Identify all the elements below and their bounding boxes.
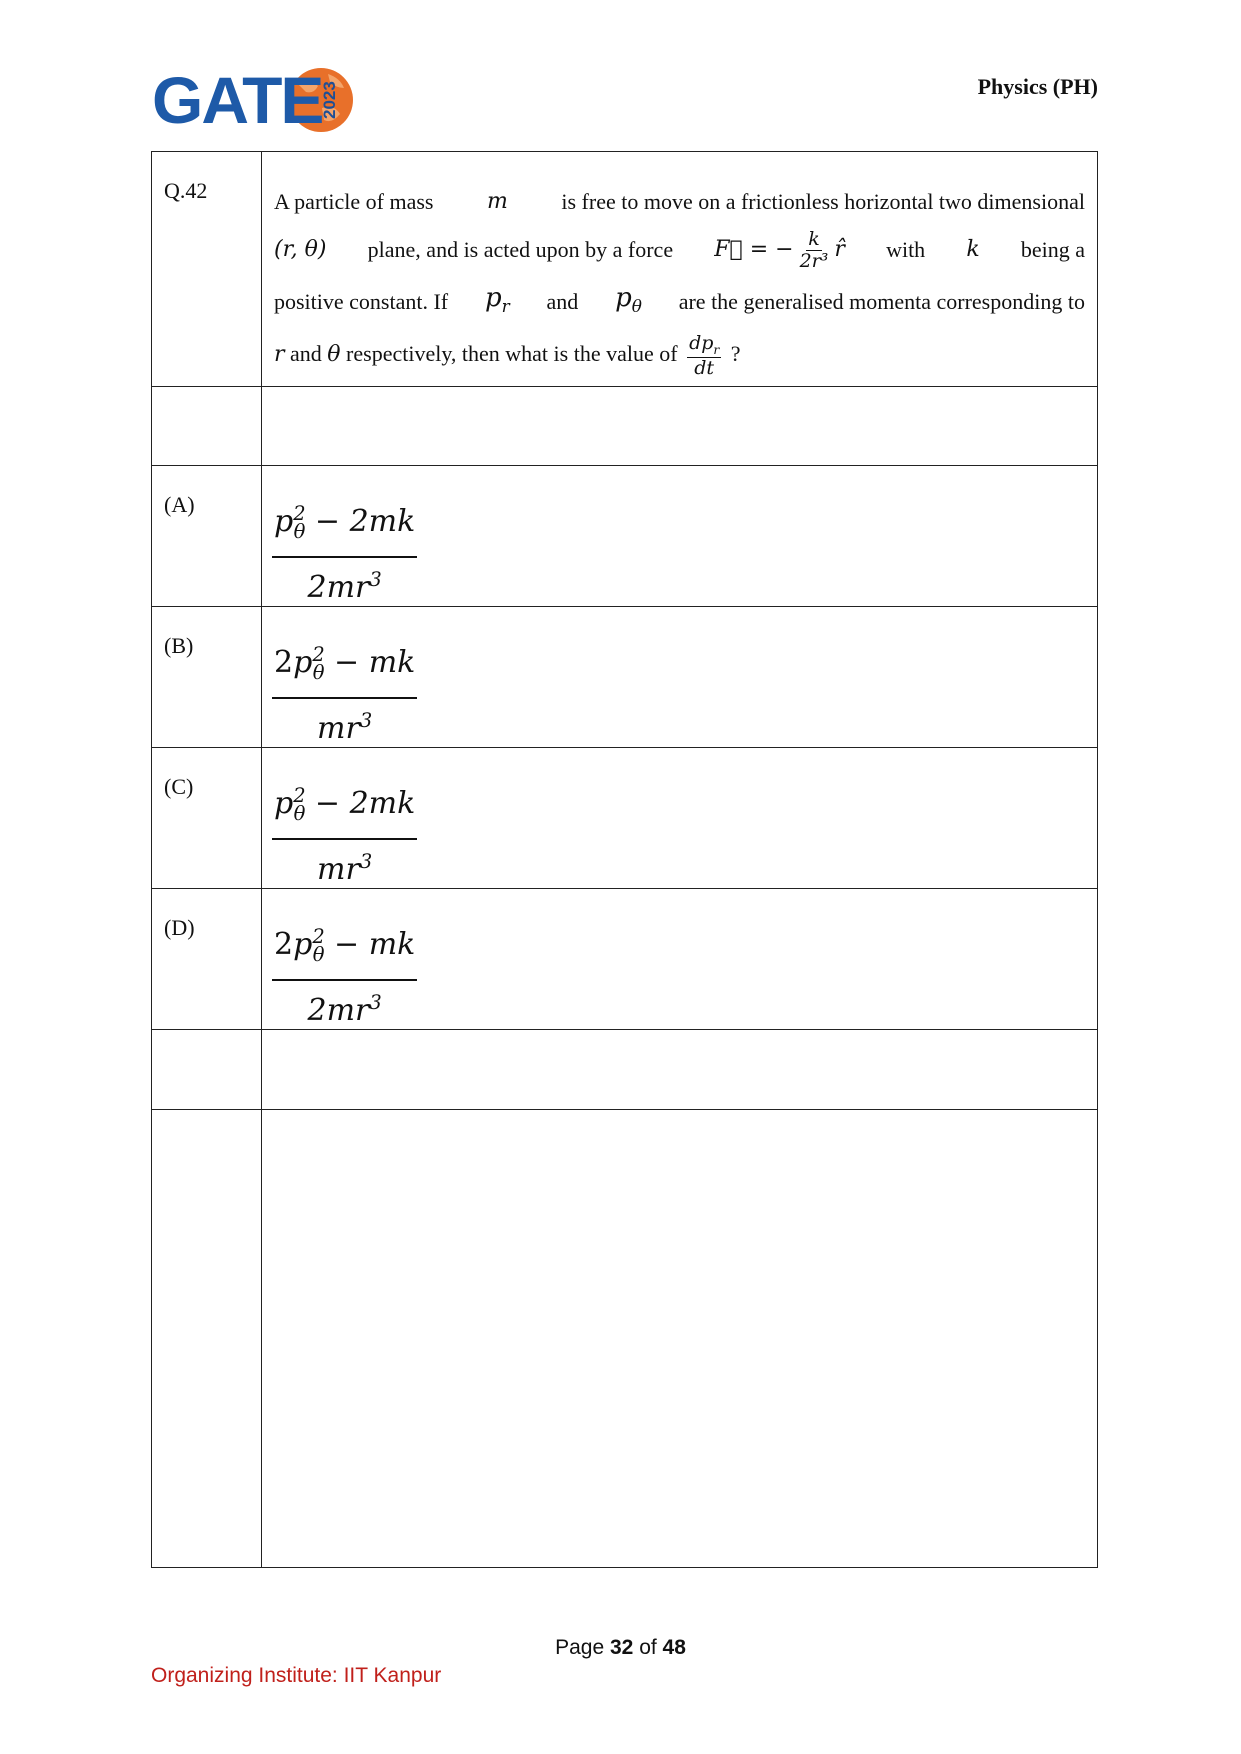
derivative-numerator <box>687 333 721 358</box>
var-pr-base: p <box>484 283 502 313</box>
option-a-fraction <box>272 494 417 606</box>
option-b-fraction <box>272 635 417 747</box>
question-fragment: positive constant. If <box>274 289 449 315</box>
force-denominator: 2r³ <box>799 249 829 272</box>
p-base: p <box>274 786 294 821</box>
coef: 2 <box>274 927 294 962</box>
force-fraction <box>798 229 831 272</box>
empty-cell <box>152 1030 262 1110</box>
derivative-fraction <box>687 333 721 379</box>
p-sup: 2 <box>312 925 325 948</box>
question-line-4 <box>274 330 1085 379</box>
empty-cell <box>262 1110 1098 1568</box>
question-line-2 <box>274 226 1085 274</box>
derivative-numerator-base: dp <box>689 332 714 355</box>
page-total: 48 <box>662 1636 686 1659</box>
page-word: Page <box>555 1636 605 1659</box>
force-lhs: F⃗ = − <box>714 237 794 262</box>
p-base: p <box>293 645 313 680</box>
p-base: p <box>293 927 313 962</box>
question-fragment: and <box>290 341 322 367</box>
question-fragment: are the generalised momenta corresponding to <box>678 289 1085 315</box>
p-sub: θ <box>293 520 306 543</box>
option-numerator <box>272 917 417 981</box>
den-exp: 3 <box>359 850 373 873</box>
p-sup: 2 <box>293 502 306 525</box>
option-label-cell <box>152 748 262 889</box>
option-answer-cell <box>262 466 1098 607</box>
option-denominator <box>306 558 384 606</box>
p-sub: θ <box>293 802 306 825</box>
question-fragment: with <box>886 237 926 262</box>
question-number-cell <box>152 152 262 387</box>
question-line-3 <box>274 274 1085 330</box>
derivative-denominator: dt <box>694 357 715 380</box>
plane-coords: (r, θ) <box>274 237 327 262</box>
p-sup: 2 <box>293 784 306 807</box>
num-rest: − 2mk <box>305 504 416 539</box>
workspace-row <box>152 1110 1098 1568</box>
option-label: (B) <box>164 633 194 658</box>
den-base: 2mr <box>307 993 370 1028</box>
empty-cell <box>152 387 262 466</box>
question-line-1 <box>274 178 1085 226</box>
option-label: (A) <box>164 492 195 517</box>
den-exp: 3 <box>359 709 373 732</box>
question-number: Q.42 <box>164 178 208 203</box>
question-fragment: is free to move on a frictionless horizontal two dimensional <box>561 189 1085 214</box>
var-ptheta-sub: θ <box>631 296 642 317</box>
gate-logo <box>152 58 362 142</box>
spacer-row <box>152 1030 1098 1110</box>
p-sub: θ <box>312 943 325 966</box>
logo-text: GATE <box>152 63 323 137</box>
spacer-row <box>152 387 1098 466</box>
option-d-fraction <box>272 917 417 1029</box>
option-label-cell <box>152 607 262 748</box>
var-theta: θ <box>327 342 341 368</box>
question-table <box>151 151 1098 1568</box>
question-text <box>262 152 1097 379</box>
p-sub: θ <box>312 661 325 684</box>
den-exp: 3 <box>369 568 382 591</box>
var-ptheta <box>615 274 642 330</box>
option-row-d <box>152 889 1098 1030</box>
p-base: p <box>274 504 294 539</box>
option-row-c <box>152 748 1098 889</box>
den-base: mr <box>317 852 360 887</box>
var-k: k <box>966 237 980 262</box>
option-label-cell <box>152 466 262 607</box>
page-number <box>0 1636 1241 1660</box>
option-numerator <box>272 494 417 558</box>
var-pr <box>485 274 510 330</box>
option-row-a <box>152 466 1098 607</box>
option-answer-cell <box>262 748 1098 889</box>
option-denominator <box>306 981 384 1029</box>
question-fragment: plane, and is acted upon by a force <box>367 237 674 262</box>
option-label-cell <box>152 889 262 1030</box>
organizer: Organizing Institute: IIT Kanpur <box>151 1664 442 1687</box>
logo-year: 2023 <box>320 81 339 119</box>
question-text-cell <box>262 152 1098 387</box>
coef: 2 <box>274 645 294 680</box>
empty-cell <box>262 1030 1098 1110</box>
option-denominator <box>315 699 374 747</box>
num-rest: − 2mk <box>305 786 416 821</box>
num-rest: − mk <box>324 927 416 962</box>
den-base: 2mr <box>307 570 370 605</box>
option-c-fraction <box>272 776 417 888</box>
var-m: m <box>486 189 508 214</box>
force-numerator: k <box>808 227 820 250</box>
num-rest: − mk <box>324 645 416 680</box>
force-expression <box>714 226 845 274</box>
empty-cell <box>152 1110 262 1568</box>
option-numerator <box>272 635 417 699</box>
den-exp: 3 <box>369 991 382 1014</box>
derivative-numerator-sub: r <box>713 342 720 357</box>
unit-vector: r̂ <box>834 237 845 262</box>
empty-cell <box>262 387 1098 466</box>
option-row-b <box>152 607 1098 748</box>
var-pr-sub: r <box>501 296 510 317</box>
option-denominator <box>315 840 374 888</box>
option-label: (D) <box>164 915 195 940</box>
page-current: 32 <box>609 1636 634 1659</box>
question-fragment: and <box>546 289 579 315</box>
option-answer-cell <box>262 889 1098 1030</box>
p-sup: 2 <box>312 643 325 666</box>
question-mark: ? <box>730 341 741 367</box>
subject-title: Physics (PH) <box>977 74 1098 99</box>
var-r: r <box>274 342 285 368</box>
question-fragment: being a <box>1020 237 1085 262</box>
page-of: of <box>639 1636 657 1659</box>
option-answer-cell <box>262 607 1098 748</box>
question-fragment: respectively, then what is the value of <box>346 341 678 367</box>
question-row <box>152 152 1098 387</box>
option-numerator <box>272 776 417 840</box>
var-ptheta-base: p <box>615 283 632 313</box>
option-label: (C) <box>164 774 194 799</box>
den-base: mr <box>317 711 360 746</box>
question-fragment: A particle of mass <box>274 189 434 214</box>
